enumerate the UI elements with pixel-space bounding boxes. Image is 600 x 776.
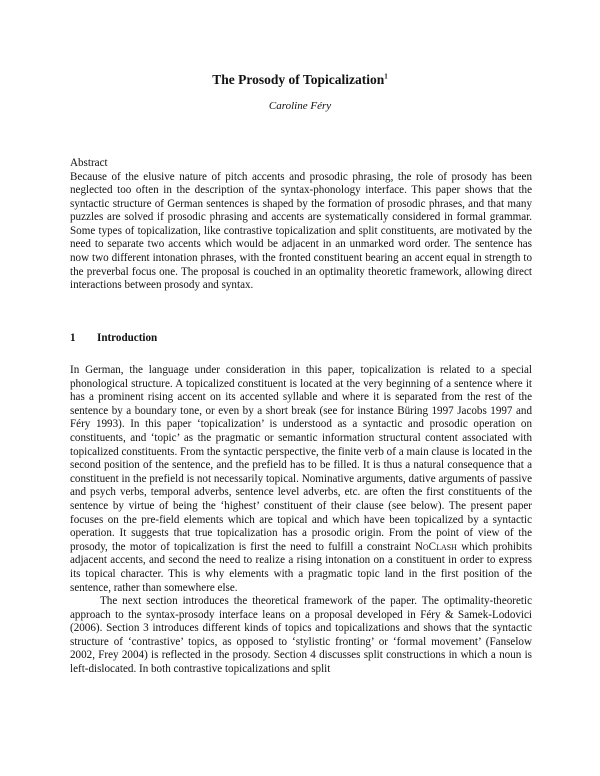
- abstract-text: [70, 171, 532, 293]
- intro-paragraph-1: [70, 364, 532, 595]
- section-heading: [70, 332, 157, 344]
- section-number: 1: [70, 332, 76, 344]
- intro-p1-part-2: which prohibits adjacent accents, and second the need to realize a rising intonation on a constituent in order to express its topical character. This is why elements with a pragmatic topic land in the first position of the sentence, rather than somewhere else.: [70, 540, 533, 594]
- paper-title-text: The Prosody of Topicalization: [212, 72, 385, 87]
- abstract-paragraph: Because of the elusive nature of pitch accents and prosodic phrasing, the role of prosody has been neglected too often in the description of the syntax-phonology interface. This paper shows that the syntactic structure of German sentences is shaped by the formation of prosodic phrases, and that many puzzles are solved if prosodic phrasing and accents are systematically considered in formal grammar. Some types of topicalization, like contrastive topicalization and split constituents, are motivated by the need to separate two accents which would be adjacent in an unmarked word order. The sentence has now two different intonation phrases, with the fronted constituent bearing an accent equal in strength to the preverbal focus one. The proposal is couched in an optimality theoretic framework, allowing direct interactions between prosody and syntax.: [70, 170, 532, 292]
- paper-title: [0, 72, 600, 88]
- footnote-marker[interactable]: 1: [384, 72, 388, 81]
- intro-paragraph-2: The next section introduces the theoretical framework of the paper. The optimality-theoretic approach to the syntax-prosody interface leans on a proposal developed in Féry & Samek-Lodovici (2006). Section 3 introduces different kinds of topics and topicalizations and shows that the syntactic structure of ‘contrastive’ topics, as opposed to ‘stylistic fronting’ or ‘formal movement’ (Fanselow 2002, Frey 2004) is reflected in the prosody. Section 4 discusses split constructions in which a noun is left-dislocated. In both contrastive topicalizations and split: [70, 595, 532, 676]
- intro-p1-part-1: In German, the language under consideration in this paper, topicalization is related to a special phonological structure. A topicalized constituent is located at the very beginning of a sentence where it has a prominent rising accent on its accented syllable and where it is separated from the rest of the sentence by a boundary tone, or even by a short break (see for instance Büring 1997 Jacobs 1997 and Féry 1993). In this paper ‘topicalization’ is understood as a syntactic and prosodic operation on constituents, and ‘topic’ as the pragmatic or semantic information structural content associated with topicalized constituents. From the syntactic perspective, the finite verb of a main clause is located in the second position of the sentence, and the prefield has to be filled. It is thus a natural consequence that a constituent in the prefield is not necessarily topical. Nominative arguments, dative arguments of passive and psych verbs, temporal adverbs, sentence level adverbs, etc. are often the first constituents of the sentence by virtue of being the ‘highest’ constituent of their clause (see below). The present paper focuses on the pre-field elements which are topical and which have been topicalized by a syntactic operation. It suggests that true topicalization has a prosodic origin. From the point of view of the prosody, the motor of topicalization is first the need to fulfill a constraint: [70, 364, 532, 553]
- section-title: Introduction: [97, 332, 158, 344]
- abstract-label: Abstract: [70, 157, 108, 169]
- author-name: Caroline Féry: [268, 100, 332, 112]
- introduction-body: [70, 364, 532, 677]
- constraint-name: NoClash: [414, 540, 457, 553]
